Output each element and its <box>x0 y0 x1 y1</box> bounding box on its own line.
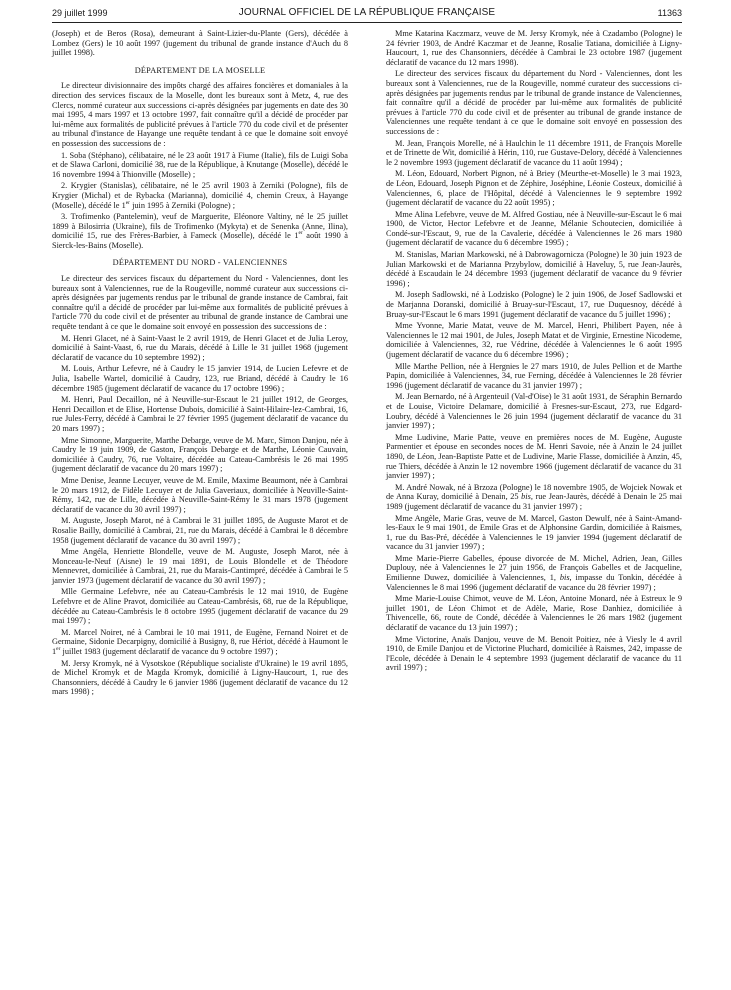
succession-entry: 3. Trofimenko (Pantelemin), veuf de Marguerite, Eléonore Valtiny, né le 25 juillet 1899 à Bilosirria (Ukraine), fils de Trofimenko (Mykyta) et de Senenka (Anne, Ilina), domicilié 15, rue des Frères-Barbier, à Fameck (Moselle), décédé le 1er août 1990 à Sierck-les-Bains (Moselle). <box>52 212 348 250</box>
valenciennes-intro: Le directeur des services fiscaux du département du Nord - Valenciennes, dont les bureaux sont à Valenciennes, rue de la Rougeville, nommé curateur des successions ci-après désignées par jugements rendus par le tribunal de grande instance de Valenciennes, fait connaître qu'il a décidé de procéder par lui-même aux formalités de publicité prévues à l'article 770 du code civil et de présenter au tribunal de grande instance de Valenciennes une requête tendant à ce que le domaine soit envoyé en possession des successions de : <box>386 69 682 136</box>
succession-entry: M. Louis, Arthur Lefevre, né à Caudry le 15 janvier 1914, de Lucien Lefevre et de Julia, Isabelle Wartel, domicilié à Caudry, 123, rue Briand, décédé à Caudry le 16 décembre 1985 (jugement déclaratif de vacance du 17 octobre 1996) ; <box>52 364 348 393</box>
section-heading-nord: DÉPARTEMENT DU NORD - VALENCIENNES <box>112 258 288 268</box>
succession-entry: Mlle Germaine Lefebvre, née au Cateau-Cambrésis le 12 mai 1910, de Eugène Lefebvre et de Aline Pravot, domiciliée au Cateau-Cambrésis, 68, rue de la République, décédée au Cateau-Cambrésis le 8 octobre 1995 (jugement déclaratif de vacance du 29 mai 1997) ; <box>52 587 348 626</box>
succession-entry: Mme Denise, Jeanne Lecuyer, veuve de M. Emile, Maxime Beaumont, née à Cambrai le 20 mars 1912, de Fidèle Lecuyer et de Julia Gaveriaux, domiciliée à Neuville-Saint-Rémy, 142, rue de Lille, décédée à Neuville-Saint-Rémy le 31 mars 1978 (jugement déclaratif de vacance du 30 avril 1997) ; <box>52 475 348 514</box>
succession-entry: M. Jean, François Morelle, né à Haulchin le 11 décembre 1911, de François Morelle et de Trinette de Wit, domicilié à Hérin, 110, rue Gustave-Delory, décédé à Valenciennes le 2 novembre 1993 (jugement déclaratif de vacance du 11 août 1994) ; <box>386 138 682 167</box>
succession-entry: Mme Alina Lefebvre, veuve de M. Alfred Gostiau, née à Neuville-sur-Escaut le 6 mai 1900, de Victor, Hector Lefebvre et de Jeanne, Mélanie Schoutecien, domiciliée à Condé-sur-l'Escaut, 9, rue de la Cavalerie, décédée à Valenciennes le 26 mars 1980 (jugement déclaratif de vacance du 6 décembre 1995) ; <box>386 209 682 248</box>
succession-entry: M. Stanislas, Marian Markowski, né à Dabrowagornicza (Pologne) le 30 juin 1923 de Julian Markowski et de Marianna Przybylow, domicilié à Haveluy, 5, rue Jean-Jaurès, décédé à Escaudain le 24 décembre 1993 (jugement déclaratif de vacance du 9 février 1996) ; <box>386 250 682 288</box>
succession-entry: Mme Simonne, Marguerite, Marthe Debarge, veuve de M. Marc, Simon Danjou, née à Caudry le 19 juin 1909, de Gaston, François Debarge et de Marthe, Léonie Cauvain, domiciliée à Caudry, 76, rue Voltaire, décédée au Cateau-Cambrésis le 26 mai 1995 (jugement déclaratif de vacance du 20 mars 1997) ; <box>52 435 348 474</box>
succession-entry: M. Henri Glacet, né à Saint-Vaast le 2 avril 1919, de Henri Glacet et de Julia Leroy, domicilié à Saint-Vaast, 6, rue du Marais, décédé à Lille le 31 juillet 1968 (jugement déclaratif de vacance du 10 septembre 1992) ; <box>52 333 348 362</box>
succession-entry: Mlle Marthe Pellion, née à Hergnies le 27 mars 1910, de Jules Pellion et de Marthe Papin, domiciliée à Valenciennes, 34, rue Ferning, décédée à Valenciennes le 28 février 1996 (jugement déclaratif de vacance du 31 janvier 1997) ; <box>386 361 682 390</box>
succession-entry: Mme Angéla, Henriette Blondelle, veuve de M. Auguste, Joseph Marot, née à Monceau-le-Neuf (Aisne) le 19 mai 1891, de Louis Blondelle et de Théodore Mennevret, domiciliée à Cambrai, 21, rue du Marais-Cantimpré, décédée à Cambrai le 5 janvier 1973 (jugement déclaratif de vacance du 30 avril 1997) ; <box>52 547 348 585</box>
page-header <box>52 6 682 22</box>
succession-entry: M. André Nowak, né à Brzoza (Pologne) le 18 novembre 1905, de Wojciek Nowak et de Anna Kuray, domicilié à Denain, 25 bis, rue Jean-Jaurès, décédé à Denain le 25 mai 1989 (jugement déclaratif de vacance du 31 janvier 1997) ; <box>386 482 682 511</box>
left-column <box>52 29 348 699</box>
moselle-intro: Le directeur divisionnaire des impôts chargé des affaires foncières et domaniales à la direction des services fiscaux de la Moselle, dont les bureaux sont à Metz, 4, rue des Clercs, nommé curateur aux successions ci-après désignées par jugements en date des 30 mai 1995, 4 mars 1997 et 13 octobre 1997, fait connaître qu'il a décidé de procéder par lui-même aux formalités de publicité prévues à l'article 770 du code civil et de présenter au tribunal d'instance de Hayange une requête tendant à ce que le domaine soit envoyé en possession des successions de : <box>52 81 348 148</box>
succession-entry: M. Joseph Sadlowski, né à Lodzisko (Pologne) le 2 juin 1906, de Josef Sadlowski et de Marjanna Doranski, domicilié à Bruay-sur-l'Escaut, 17, rue Duquesnoy, décédé à Bruay-sur-l'Escaut le 6 mars 1991 (jugement déclaratif de vacance du 5 juillet 1996) ; <box>386 290 682 319</box>
succession-entry: M. Jean Bernardo, né à Argenteuil (Val-d'Oise) le 31 août 1931, de Séraphin Bernardo et de Louise, Victoire Delamare, domicilié à Fresnes-sur-Escaut, 273, rue Edgard-Loubry, décédé à Valenciennes le 26 juin 1994 (jugement déclaratif de vacance du 31 janvier 1997) ; <box>386 392 682 431</box>
succession-entry: M. Marcel Noiret, né à Cambrai le 10 mai 1911, de Eugène, Fernand Noiret et de Germaine, Sidonie Decarpigny, domicilié à Busigny, 8, rue Hériot, décédé à Haumont le 1er juillet 1983 (jugement déclaratif de vacance du 9 octobre 1997) ; <box>52 627 348 657</box>
header-date: 29 juillet 1999 <box>52 8 108 18</box>
succession-entry: M. Jersy Kromyk, né à Vysotskoe (République socialiste d'Ukraine) le 19 avril 1895, de Michel Kromyk et de Magda Kromyk, domicilié à Ligny-Haucourt, 1, rue des Chansonniers, décédé à Caudry le 6 janvier 1986 (jugement déclaratif de vacance du 12 mars 1998) ; <box>52 658 348 697</box>
succession-entry: Mme Victorine, Anaïs Danjou, veuve de M. Benoit Poitiez, née à Viesly le 4 avril 1910, de Emile Danjou et de Victorine Pluchard, domiciliée à Raismes, 242, impasse de l'Ecole, décédée à Denain le 4 septembre 1993 (jugement déclaratif de vacance du 11 avril 1997) ; <box>386 634 682 673</box>
page-number: 11363 <box>657 8 682 18</box>
succession-entry: M. Auguste, Joseph Marot, né à Cambrai le 31 juillet 1895, de Auguste Marot et de Rosalie Bailly, domicilié à Cambrai, 21, rue du Marais, décédé à Cambrai le 8 décembre 1958 (jugement déclaratif de vacance du 30 avril 1997) ; <box>52 516 348 545</box>
succession-entry: 2. Krygier (Stanislas), célibataire, né le 25 avril 1903 à Zerniki (Pologne), fils de Krygier (Michal) et de Rybacka (Marianna), domicilié 4, chemin Creux, à Hayange (Moselle), décédé le 1er juin 1995 à Zerniki (Pologne) ; <box>52 181 348 210</box>
succession-entry: Mme Katarina Kaczmarz, veuve de M. Jersy Kromyk, née à Czadambo (Pologne) le 24 février 1903, de André Kaczmar et de Jeanne, Rosalie Tatiana, domiciliée à Ligny-Haucourt, 1, rue des Chansonniers, décédée à Cambrai le 23 octobre 1987 (jugement déclaratif de vacance du 12 mars 1998). <box>386 29 682 67</box>
succession-entry: Mme Angèle, Marie Gras, veuve de M. Marcel, Gaston Dewulf, née à Saint-Amand-les-Eaux le 9 mai 1901, de Emile Gras et de Alphonsine Gardin, domiciliée à Raismes, 1, rue du Bas-Pré, décédée à Valenciennes le 19 janvier 1994 (jugement déclaratif de vacance du 31 janvier 1997) ; <box>386 513 682 552</box>
succession-entry: Mme Marie-Pierre Gabelles, épouse divorcée de M. Michel, Adrien, Jean, Gilles Duplouy, née à Valenciennes le 27 juin 1956, de François Gabelles et de Jacqueline, Emilienne Duwez, domiciliée à Valenciennes, 1, bis, impasse du Tonkin, décédée à Valenciennes le 8 mai 1996 (jugement déclaratif de vacance du 28 février 1997) ; <box>386 553 682 592</box>
succession-entry: 1. Soba (Stéphano), célibataire, né le 23 août 1917 à Fiume (Italie), fils de Luigi Soba et de Slawa Carloni, domicilié 38, rue de la République, à Knutange (Moselle), décédé le 16 novembre 1994 à Thionville (Moselle) ; <box>52 150 348 179</box>
succession-entry: Mme Ludivine, Marie Patte, veuve en premières noces de M. Eugène, Auguste Parmentier et épouse en secondes noces de M. Henri Savoie, née à Anzin le 24 juillet 1890, de Léon, Jean-Baptiste Patte et de Ludivine, Marie Flasse, domiciliée à Anzin, 45, rue Thiers, décédée à Anzin le 12 novembre 1966 (jugement déclaratif de vacance du 31 janvier 1997) ; <box>386 432 682 481</box>
succession-entry: M. Léon, Edouard, Norbert Pignon, né à Briey (Meurthe-et-Moselle) le 3 mai 1923, de Léon, Edouard, Joseph Pignon et de Zéphire, Joséphine, Léonie Costeux, domicilié à Valenciennes, 6, place de l'Hôpital, décédé à Valenciennes le 9 septembre 1992 (jugement déclaratif de vacance du 22 août 1995) ; <box>386 169 682 208</box>
succession-entry: Mme Marie-Louise Chimot, veuve de M. Léon, Antoine Monard, née à Estreux le 9 juillet 1901, de Léon Chimot et de Adèle, Marie, Rose Danhiez, domiciliée à Thivencelle, 66, route de Condé, décédée à Valenciennes le 26 mars 1982 (jugement déclaratif de vacance du 13 juin 1997) ; <box>386 594 682 633</box>
nord-intro: Le directeur des services fiscaux du département du Nord - Valenciennes, dont les bureaux sont à Valenciennes, rue de la Rougeville, nommé curateur aux successions ci-après désignées par jugements rendus par le tribunal de grande instance de Cambrai, fait connaître qu'il a décidé de procéder par lui-même aux formalités de publicité prévues à l'article 770 du code civil et de présenter au tribunal de grande instance de Cambrai une requête tendant à ce que le domaine soit envoyé en possession des successions de : <box>52 274 348 332</box>
succession-entry: Mme Yvonne, Marie Matat, veuve de M. Marcel, Henri, Philibert Payen, née à Valenciennes le 12 mai 1901, de Jules, Joseph Matat et de Virginie, Ernestine Nicodeme, domiciliée à Valenciennes, 32, rue Védrine, décédée à Valenciennes le 6 août 1995 (jugement déclaratif de vacance du 6 décembre 1996) ; <box>386 321 682 359</box>
continuation-paragraph: (Joseph) et de Beros (Rosa), demeurant à Saint-Lizier-du-Plante (Gers), décédée à Lombez (Gers) le 10 août 1997 (jugement du tribunal de grande instance d'Auch du 8 juillet 1998). <box>52 29 348 58</box>
section-heading-moselle: DÉPARTEMENT DE LA MOSELLE <box>134 65 266 75</box>
journal-title: JOURNAL OFFICIEL DE LA RÉPUBLIQUE FRANÇAISE <box>238 7 496 18</box>
header-rule <box>52 22 682 23</box>
right-column <box>386 29 682 675</box>
succession-entry: M. Henri, Paul Decaillon, né à Neuville-sur-Escaut le 21 juillet 1912, de Georges, Henri Decaillon et de Elise, Hortense Dubois, domicilié à Saint-Hilaire-lez-Cambrai, 16, rue Jules-Ferry, décédé à Cambrai le 27 février 1995 (jugement déclaratif de vacance du 20 mars 1997) ; <box>52 395 348 433</box>
